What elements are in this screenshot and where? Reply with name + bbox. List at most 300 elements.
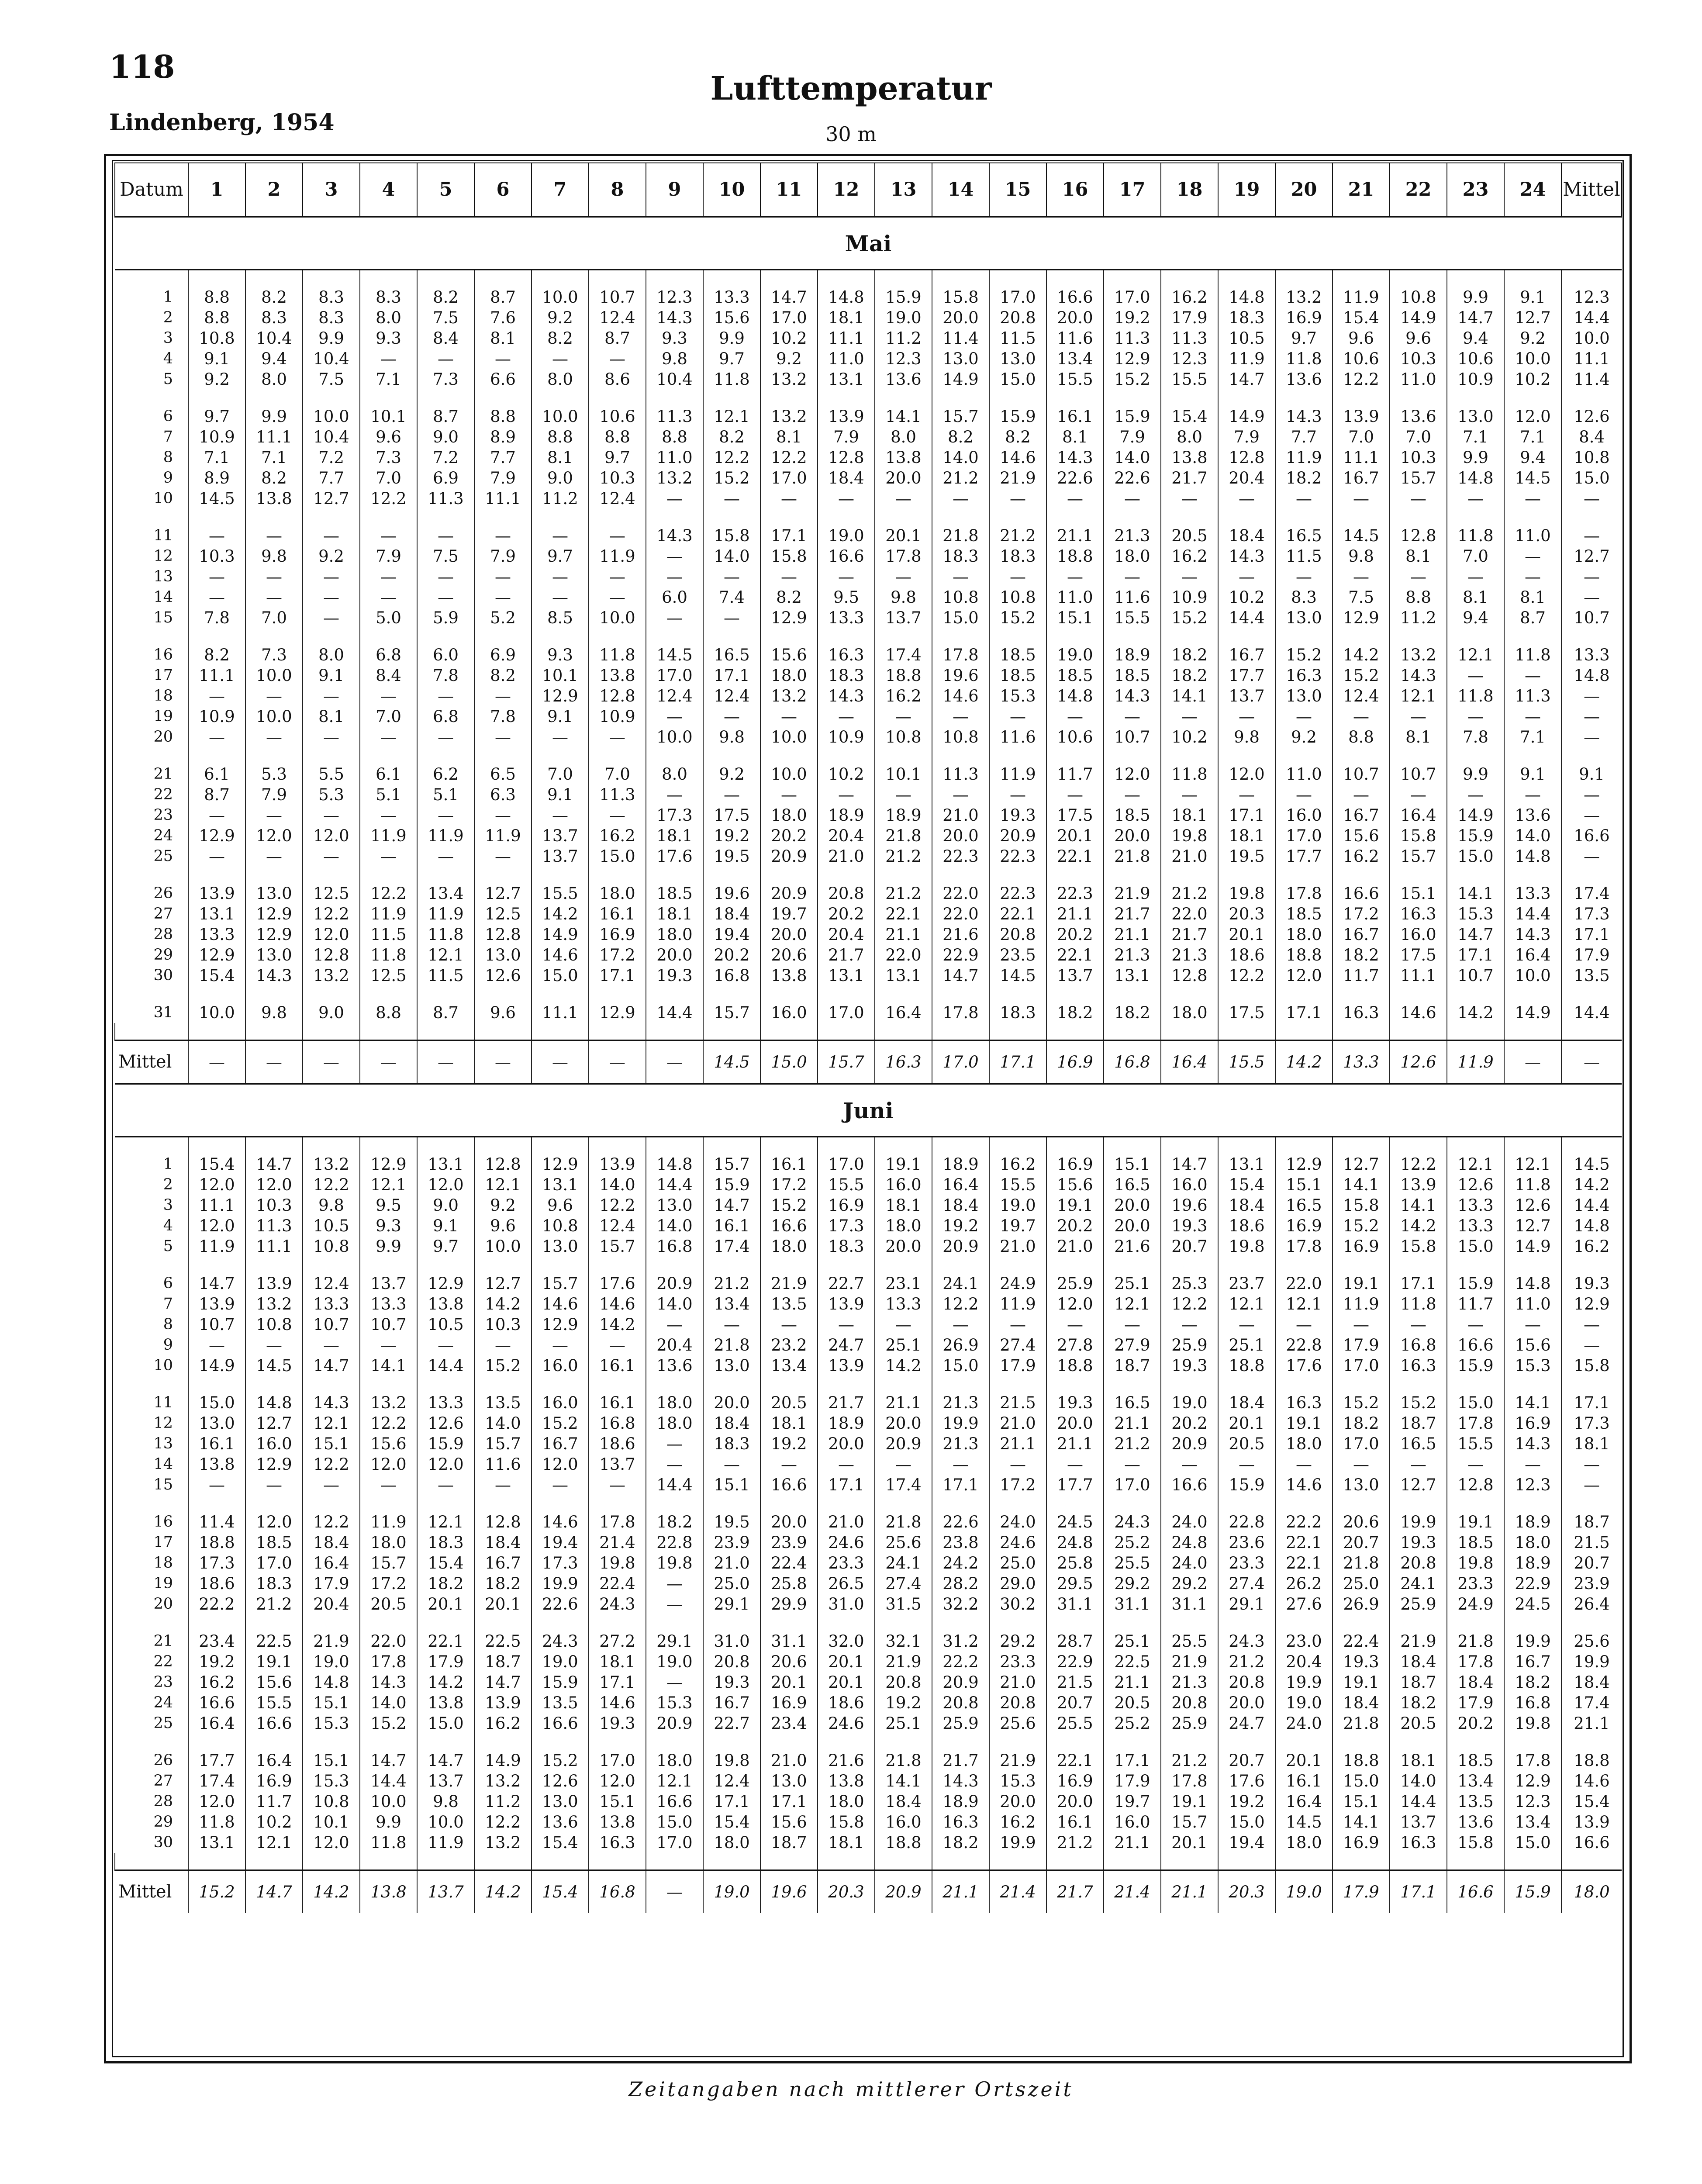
temperature-cell: — <box>360 1475 417 1495</box>
temperature-cell: 18.8 <box>1046 1355 1104 1376</box>
temperature-cell: 13.4 <box>760 1355 818 1376</box>
temperature-cell: — <box>1390 488 1447 509</box>
temperature-cell: 12.0 <box>532 1454 589 1475</box>
temperature-cell: — <box>474 686 532 706</box>
temperature-cell: 14.8 <box>818 287 875 308</box>
header-hour: 16 <box>1046 163 1104 217</box>
temperature-cell: 19.9 <box>1390 1512 1447 1532</box>
temperature-cell: — <box>760 488 818 509</box>
header-hour: 22 <box>1390 163 1447 217</box>
temperature-cell: — <box>303 1335 360 1355</box>
daily-mean-cell: — <box>1561 488 1622 509</box>
temperature-cell: 17.1 <box>589 1672 646 1693</box>
temperature-cell: — <box>1504 1454 1561 1475</box>
temperature-cell: 13.0 <box>1275 686 1333 706</box>
temperature-cell: 24.1 <box>1390 1573 1447 1594</box>
temperature-cell: 22.5 <box>245 1631 303 1652</box>
temperature-cell: 20.0 <box>1046 1791 1104 1812</box>
temperature-cell: 10.7 <box>589 287 646 308</box>
temperature-cell: 17.2 <box>989 1475 1046 1495</box>
temperature-cell: 7.5 <box>303 369 360 390</box>
temperature-cell: 22.7 <box>703 1713 760 1734</box>
temperature-cell: 15.6 <box>760 645 818 665</box>
daily-mean-cell: 25.6 <box>1561 1631 1622 1652</box>
temperature-cell: 7.0 <box>1333 427 1390 447</box>
temperature-cell: 21.8 <box>1333 1713 1390 1734</box>
temperature-cell: 16.1 <box>1275 1771 1333 1791</box>
temperature-cell: 14.7 <box>703 1195 760 1216</box>
table-row <box>115 1273 1622 1294</box>
temperature-cell: 19.1 <box>1333 1672 1390 1693</box>
temperature-cell: 21.3 <box>1161 1672 1218 1693</box>
daily-mean-cell: — <box>1561 846 1622 867</box>
temperature-cell: 18.0 <box>646 1413 703 1434</box>
temperature-cell: 16.7 <box>474 1553 532 1573</box>
temperature-cell: 7.6 <box>474 308 532 328</box>
temperature-cell: 16.5 <box>1390 1434 1447 1454</box>
table-row <box>115 1475 1622 1495</box>
temperature-cell: 5.3 <box>245 764 303 784</box>
temperature-cell: 15.6 <box>760 1812 818 1832</box>
temperature-cell: 21.2 <box>875 883 932 904</box>
temperature-cell: 10.1 <box>360 406 417 427</box>
temperature-cell: — <box>360 349 417 369</box>
temperature-cell: 22.1 <box>875 904 932 924</box>
temperature-cell: 17.6 <box>1218 1771 1275 1791</box>
temperature-cell: 9.5 <box>360 1195 417 1216</box>
temperature-cell: 20.3 <box>1218 904 1275 924</box>
temperature-cell: 16.5 <box>703 645 760 665</box>
temperature-cell: 14.4 <box>1504 904 1561 924</box>
temperature-cell: 22.0 <box>360 1631 417 1652</box>
temperature-cell: 13.9 <box>818 406 875 427</box>
temperature-cell: 16.3 <box>1390 1832 1447 1853</box>
temperature-cell: 22.2 <box>188 1594 245 1614</box>
temperature-cell: 15.9 <box>1218 1475 1275 1495</box>
daily-mean-cell: — <box>1561 805 1622 826</box>
temperature-cell: 14.4 <box>646 1175 703 1195</box>
temperature-cell: 21.8 <box>1104 846 1161 867</box>
daily-mean-cell: 14.8 <box>1561 1216 1622 1236</box>
table-row <box>115 1314 1622 1335</box>
temperature-cell: — <box>1390 1454 1447 1475</box>
temperature-cell: 8.5 <box>532 608 589 628</box>
temperature-cell: 22.0 <box>1161 904 1218 924</box>
temperature-cell: 7.9 <box>474 468 532 488</box>
temperature-cell: 15.7 <box>532 1273 589 1294</box>
temperature-cell: 13.7 <box>417 1771 474 1791</box>
temperature-cell: 6.6 <box>474 369 532 390</box>
hourly-mean-cell: 17.9 <box>1333 1870 1390 1913</box>
temperature-cell: 9.7 <box>703 349 760 369</box>
temperature-cell: 10.8 <box>245 1314 303 1335</box>
temperature-cell: — <box>1504 665 1561 686</box>
temperature-cell: 8.8 <box>646 427 703 447</box>
temperature-cell: 18.0 <box>1161 1002 1218 1023</box>
temperature-cell: 7.5 <box>417 308 474 328</box>
temperature-cell: 16.3 <box>1333 1002 1390 1023</box>
temperature-cell: 18.4 <box>303 1532 360 1553</box>
temperature-cell: 16.0 <box>1390 924 1447 945</box>
group-spacer <box>115 1734 1622 1750</box>
temperature-cell: 8.4 <box>417 328 474 349</box>
temperature-cell: 10.0 <box>532 287 589 308</box>
temperature-cell: 7.5 <box>1333 587 1390 608</box>
temperature-cell: 9.9 <box>1447 764 1504 784</box>
temperature-cell: 22.3 <box>1046 883 1104 904</box>
temperature-cell: 29.2 <box>989 1631 1046 1652</box>
temperature-cell: 10.9 <box>188 427 245 447</box>
temperature-cell: 14.7 <box>303 1355 360 1376</box>
temperature-cell: 22.2 <box>932 1652 989 1672</box>
temperature-cell: 9.2 <box>703 764 760 784</box>
temperature-cell: 11.5 <box>360 924 417 945</box>
table-row <box>115 665 1622 686</box>
temperature-cell: 23.6 <box>1218 1532 1275 1553</box>
day-cell: 22 <box>153 786 173 803</box>
temperature-cell: 22.2 <box>1275 1512 1333 1532</box>
temperature-cell: 13.8 <box>188 1454 245 1475</box>
temperature-cell: 25.2 <box>1104 1532 1161 1553</box>
temperature-cell: 9.3 <box>532 645 589 665</box>
day-cell: 20 <box>153 1595 173 1613</box>
day-cell: 23 <box>153 1673 173 1691</box>
table-row <box>115 1631 1622 1652</box>
temperature-cell: 15.2 <box>760 1195 818 1216</box>
temperature-cell: — <box>989 706 1046 727</box>
temperature-cell: 14.8 <box>1504 1273 1561 1294</box>
hourly-mean-cell: — <box>303 1040 360 1084</box>
temperature-cell: 13.1 <box>1218 1154 1275 1175</box>
temperature-cell: 12.2 <box>360 1413 417 1434</box>
temperature-cell: 19.9 <box>532 1573 589 1594</box>
temperature-cell: 7.9 <box>474 546 532 567</box>
day-cell: 22 <box>153 1653 173 1670</box>
temperature-cell: 19.3 <box>1161 1216 1218 1236</box>
temperature-cell: 13.2 <box>1390 645 1447 665</box>
header-hour: 20 <box>1275 163 1333 217</box>
temperature-cell: 18.9 <box>1504 1553 1561 1573</box>
temperature-cell: 20.0 <box>1104 1195 1161 1216</box>
temperature-cell: 22.1 <box>417 1631 474 1652</box>
header-hour: 4 <box>360 163 417 217</box>
temperature-cell: 14.5 <box>245 1355 303 1376</box>
temperature-cell: 10.4 <box>303 349 360 369</box>
hourly-mean-cell: 17.1 <box>989 1040 1046 1084</box>
temperature-cell: 20.1 <box>760 1672 818 1693</box>
temperature-cell: 16.3 <box>1390 1355 1447 1376</box>
temperature-cell: — <box>474 587 532 608</box>
daily-mean-cell: 23.9 <box>1561 1573 1622 1594</box>
temperature-cell: 29.5 <box>1046 1573 1104 1594</box>
temperature-cell: 12.9 <box>1333 608 1390 628</box>
daily-mean-cell: — <box>1561 567 1622 587</box>
temperature-cell: 15.9 <box>417 1434 474 1454</box>
temperature-cell: 24.3 <box>589 1594 646 1614</box>
temperature-cell: 11.5 <box>989 328 1046 349</box>
temperature-cell: 8.8 <box>188 287 245 308</box>
temperature-cell: 21.8 <box>875 826 932 846</box>
temperature-cell: — <box>360 525 417 546</box>
temperature-cell: 19.9 <box>989 1832 1046 1853</box>
table-row <box>115 587 1622 608</box>
temperature-cell: 13.6 <box>532 1812 589 1832</box>
temperature-cell: 21.5 <box>1046 1672 1104 1693</box>
temperature-cell: 16.7 <box>1333 924 1390 945</box>
temperature-cell: 18.0 <box>818 1791 875 1812</box>
temperature-cell: 11.9 <box>360 826 417 846</box>
temperature-cell: 19.3 <box>1390 1532 1447 1553</box>
temperature-cell: 16.2 <box>1161 546 1218 567</box>
temperature-cell: 18.4 <box>818 468 875 488</box>
day-cell: 16 <box>153 646 173 663</box>
daily-mean-cell: — <box>1561 727 1622 747</box>
temperature-cell: 17.0 <box>1104 1475 1161 1495</box>
temperature-cell: 13.3 <box>1447 1195 1504 1216</box>
temperature-cell: 12.9 <box>188 945 245 965</box>
temperature-cell: 10.4 <box>303 427 360 447</box>
day-cell: 27 <box>153 905 173 923</box>
temperature-cell: — <box>188 1475 245 1495</box>
daily-mean-cell: 18.1 <box>1561 1434 1622 1454</box>
table-row <box>115 1812 1622 1832</box>
temperature-cell: 16.8 <box>589 1413 646 1434</box>
temperature-cell: — <box>760 1314 818 1335</box>
temperature-cell: 14.8 <box>303 1672 360 1693</box>
temperature-cell: 20.2 <box>1447 1713 1504 1734</box>
temperature-cell: 8.7 <box>1504 608 1561 628</box>
temperature-cell: 18.8 <box>1046 546 1104 567</box>
temperature-cell: 22.6 <box>1046 468 1104 488</box>
temperature-cell: 17.8 <box>360 1652 417 1672</box>
temperature-cell: 20.4 <box>1275 1652 1333 1672</box>
table-row <box>115 764 1622 784</box>
day-cell: 15 <box>153 609 173 626</box>
temperature-cell: 11.8 <box>1161 764 1218 784</box>
temperature-cell: 18.9 <box>932 1154 989 1175</box>
day-cell: 23 <box>153 806 173 824</box>
temperature-cell: — <box>474 567 532 587</box>
temperature-cell: 18.9 <box>1104 645 1161 665</box>
temperature-cell: 11.8 <box>360 945 417 965</box>
temperature-cell: 12.2 <box>1390 1154 1447 1175</box>
temperature-cell: 15.1 <box>303 1750 360 1771</box>
temperature-cell: 14.3 <box>1104 686 1161 706</box>
table-bottom-spacer <box>115 1913 1622 1931</box>
temperature-cell: 13.8 <box>818 1771 875 1791</box>
table-row <box>115 1355 1622 1376</box>
temperature-cell: 12.4 <box>646 686 703 706</box>
temperature-cell: 8.0 <box>1161 427 1218 447</box>
temperature-cell: 21.7 <box>818 945 875 965</box>
table-row <box>115 1413 1622 1434</box>
temperature-cell: — <box>818 784 875 805</box>
temperature-cell: 18.0 <box>1275 924 1333 945</box>
temperature-cell: 14.6 <box>1390 1002 1447 1023</box>
header-hour: 5 <box>417 163 474 217</box>
temperature-cell: 8.1 <box>532 447 589 468</box>
day-cell: 2 <box>163 1176 173 1193</box>
temperature-cell: 14.3 <box>1504 924 1561 945</box>
temperature-cell: 17.0 <box>989 287 1046 308</box>
temperature-cell: 9.8 <box>646 349 703 369</box>
daily-mean-cell: 11.4 <box>1561 369 1622 390</box>
page-number: 118 <box>109 48 175 85</box>
daily-mean-cell: — <box>1561 1335 1622 1355</box>
temperature-cell: — <box>932 784 989 805</box>
temperature-cell: 25.5 <box>1104 1553 1161 1573</box>
temperature-cell: 16.1 <box>589 904 646 924</box>
temperature-cell: — <box>1161 706 1218 727</box>
header-hour: 24 <box>1504 163 1561 217</box>
temperature-cell: 12.8 <box>474 1154 532 1175</box>
temperature-cell: 8.2 <box>703 427 760 447</box>
temperature-cell: 17.9 <box>1447 1693 1504 1713</box>
temperature-cell: — <box>1275 784 1333 805</box>
temperature-cell: — <box>188 846 245 867</box>
temperature-cell: — <box>989 567 1046 587</box>
daily-mean-cell: 16.2 <box>1561 1236 1622 1257</box>
mean-row <box>115 1040 1622 1084</box>
temperature-cell: — <box>360 846 417 867</box>
temperature-cell: 17.1 <box>1447 945 1504 965</box>
temperature-cell: — <box>245 805 303 826</box>
temperature-cell: 17.7 <box>1275 846 1333 867</box>
temperature-cell: 9.2 <box>532 308 589 328</box>
temperature-cell: 5.1 <box>360 784 417 805</box>
table-row <box>115 328 1622 349</box>
temperature-cell: 14.6 <box>1275 1475 1333 1495</box>
temperature-cell: 13.1 <box>532 1175 589 1195</box>
temperature-cell: 12.9 <box>245 924 303 945</box>
temperature-cell: 11.0 <box>1275 764 1333 784</box>
temperature-cell: 12.0 <box>1275 965 1333 986</box>
temperature-cell: 18.0 <box>1275 1434 1333 1454</box>
temperature-cell: 22.0 <box>875 945 932 965</box>
temperature-cell: 19.4 <box>532 1532 589 1553</box>
temperature-cell: 14.7 <box>245 1154 303 1175</box>
temperature-cell: 21.0 <box>989 1236 1046 1257</box>
temperature-cell: 23.8 <box>932 1532 989 1553</box>
table-row <box>115 1393 1622 1413</box>
temperature-cell: 11.9 <box>417 904 474 924</box>
temperature-cell: — <box>532 349 589 369</box>
temperature-cell: 13.7 <box>1390 1812 1447 1832</box>
temperature-cell: 18.4 <box>474 1532 532 1553</box>
temperature-cell: 12.0 <box>589 1771 646 1791</box>
temperature-cell: 14.3 <box>360 1672 417 1693</box>
temperature-cell: 12.9 <box>1275 1154 1333 1175</box>
temperature-cell: — <box>875 1314 932 1335</box>
temperature-cell: 15.1 <box>303 1434 360 1454</box>
temperature-cell: 12.1 <box>474 1175 532 1195</box>
temperature-cell: 18.0 <box>760 665 818 686</box>
temperature-cell: 20.4 <box>818 924 875 945</box>
temperature-cell: 7.1 <box>188 447 245 468</box>
table-row <box>115 945 1622 965</box>
day-cell: 4 <box>163 350 173 367</box>
temperature-cell: 12.8 <box>589 686 646 706</box>
temperature-cell: 10.7 <box>1447 965 1504 986</box>
day-cell: 25 <box>153 1714 173 1732</box>
temperature-cell: — <box>646 608 703 628</box>
temperature-cell: 15.8 <box>703 525 760 546</box>
temperature-cell: 16.9 <box>589 924 646 945</box>
temperature-cell: 16.5 <box>1275 525 1333 546</box>
temperature-cell: 17.0 <box>245 1553 303 1573</box>
temperature-cell: 13.1 <box>1104 965 1161 986</box>
temperature-cell: 13.7 <box>532 846 589 867</box>
hourly-mean-cell: 15.0 <box>760 1040 818 1084</box>
temperature-cell: 21.0 <box>989 1413 1046 1434</box>
temperature-cell: — <box>532 525 589 546</box>
temperature-cell: 12.9 <box>417 1273 474 1294</box>
temperature-cell: 12.5 <box>303 883 360 904</box>
temperature-cell: 9.0 <box>532 468 589 488</box>
hourly-mean-cell: 11.9 <box>1447 1040 1504 1084</box>
temperature-cell: 17.2 <box>360 1573 417 1594</box>
temperature-cell: 15.0 <box>1447 1236 1504 1257</box>
temperature-cell: 14.5 <box>1275 1812 1333 1832</box>
temperature-cell: 25.9 <box>932 1713 989 1734</box>
temperature-cell: 10.5 <box>417 1314 474 1335</box>
temperature-cell: 8.2 <box>932 427 989 447</box>
temperature-cell: 14.7 <box>360 1750 417 1771</box>
header-hour: 3 <box>303 163 360 217</box>
temperature-cell: 17.8 <box>1447 1652 1504 1672</box>
temperature-cell: 28.2 <box>932 1573 989 1594</box>
temperature-cell: 14.8 <box>245 1393 303 1413</box>
temperature-cell: — <box>818 1454 875 1475</box>
temperature-cell: 21.5 <box>989 1393 1046 1413</box>
hourly-mean-cell: 16.6 <box>1447 1870 1504 1913</box>
temperature-cell: 14.3 <box>1504 1434 1561 1454</box>
temperature-cell: 10.3 <box>474 1314 532 1335</box>
header-hour: 8 <box>589 163 646 217</box>
day-cell: 18 <box>153 1554 173 1572</box>
temperature-cell: 12.2 <box>1333 369 1390 390</box>
temperature-cell: 14.8 <box>1218 287 1275 308</box>
temperature-cell: — <box>1275 488 1333 509</box>
temperature-cell: 15.5 <box>532 883 589 904</box>
temperature-cell: 22.1 <box>1046 1750 1104 1771</box>
temperature-cell: 15.7 <box>1161 1812 1218 1832</box>
temperature-cell: — <box>303 846 360 867</box>
temperature-cell: 25.6 <box>989 1713 1046 1734</box>
temperature-cell: 9.9 <box>360 1812 417 1832</box>
temperature-cell: 13.6 <box>1504 805 1561 826</box>
temperature-cell: 21.9 <box>303 1631 360 1652</box>
temperature-cell: 20.9 <box>875 1434 932 1454</box>
table-row <box>115 546 1622 567</box>
temperature-cell: 20.8 <box>703 1652 760 1672</box>
temperature-cell: 19.0 <box>303 1652 360 1672</box>
temperature-cell: 7.1 <box>245 447 303 468</box>
temperature-cell: 13.3 <box>303 1294 360 1314</box>
table-row <box>115 904 1622 924</box>
temperature-cell: 21.1 <box>1046 525 1104 546</box>
temperature-cell: — <box>1504 706 1561 727</box>
temperature-cell: 18.3 <box>932 546 989 567</box>
temperature-cell: 10.0 <box>760 764 818 784</box>
temperature-cell: 6.8 <box>417 706 474 727</box>
temperature-cell: 24.7 <box>818 1335 875 1355</box>
temperature-cell: 11.9 <box>188 1236 245 1257</box>
temperature-cell: 6.9 <box>417 468 474 488</box>
temperature-cell: 8.8 <box>360 1002 417 1023</box>
temperature-cell: 10.2 <box>760 328 818 349</box>
temperature-cell: — <box>1390 1314 1447 1335</box>
